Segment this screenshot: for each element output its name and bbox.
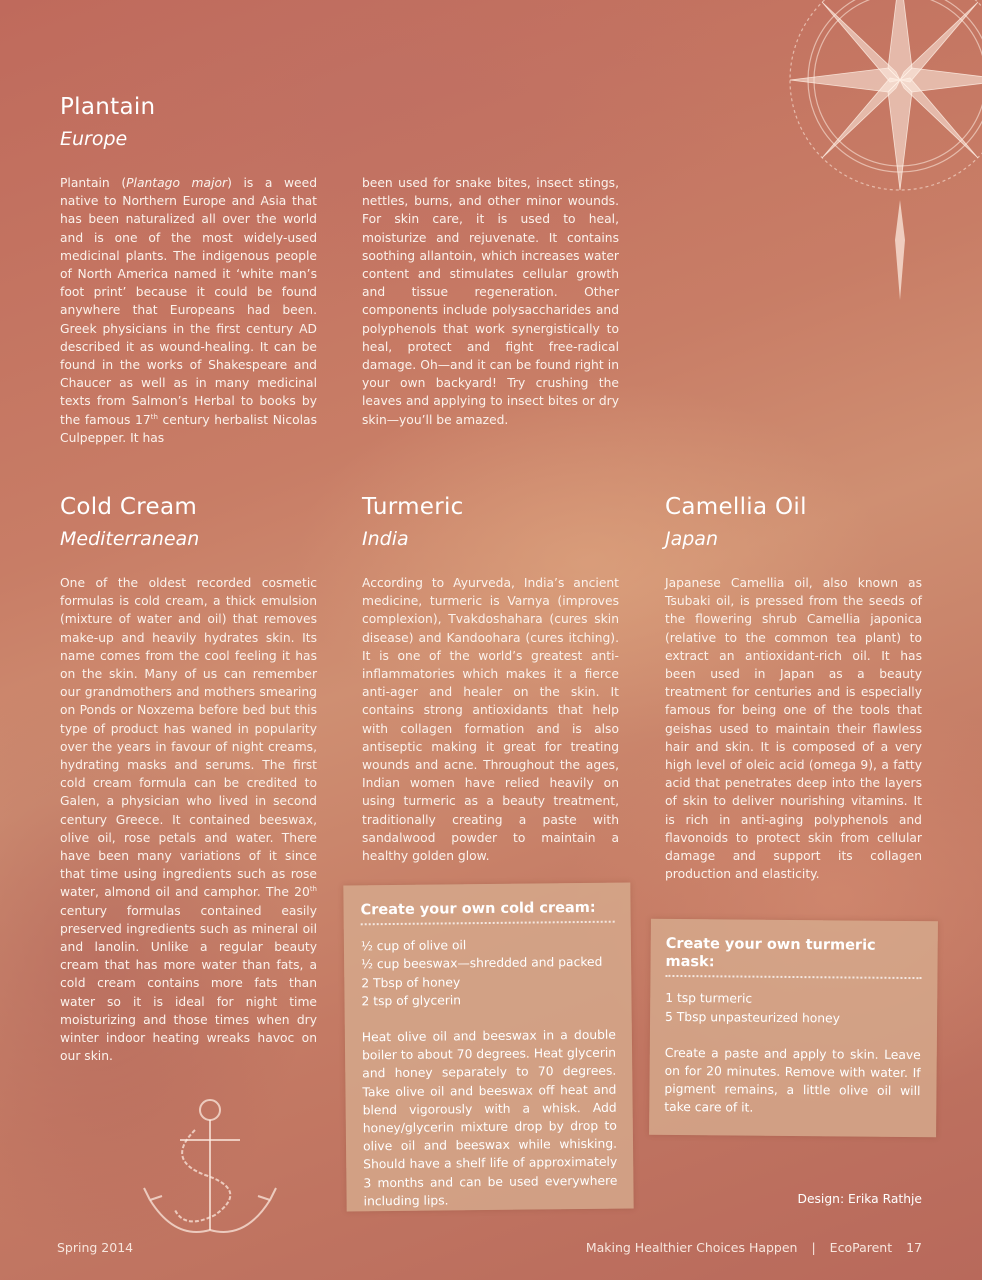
turmeric-title: Turmeric [362,494,464,520]
camellia-region: Japan [665,528,718,550]
list-item: 2 tsp of glycerin [361,993,462,1009]
list-item: 1 tsp turmeric [665,991,753,1007]
cold-cream-ordinal: th [309,885,317,894]
turmeric-region: India [362,528,409,550]
turmeric-recipe-box [649,919,938,1137]
list-item: ½ cup of olive oil [360,938,467,954]
cold-cream-text-b: century formulas contained easily preserved ingredients such as mineral oil and lanolin. Unlike a regular beauty cream that has more water than fats, a cold cream contains more fats than water so it is ideal for night time moisturizing and those times when dry winter indoor heating wreaks havoc on our skin. [60,903,317,1064]
plantain-body-col2 [362,174,619,429]
plantain-text-pre: Plantain ( [60,176,127,190]
turmeric-ingredient-list [665,989,921,1028]
cold-cream-body [60,574,317,1065]
cold-cream-heading [60,494,199,550]
turmeric-body [362,574,619,865]
compass-rose-icon [700,0,982,300]
footer-right [586,1240,922,1255]
camellia-heading [665,494,807,550]
footer-magazine: EcoParent [829,1240,893,1255]
list-item: 5 Tbsp unpasteurized honey [665,1009,841,1026]
cold-cream-recipe-title: Create your own cold cream: [360,899,614,926]
list-item: ½ cup beeswax—shredded and packed [361,955,603,972]
cold-cream-recipe-method: Heat olive oil and beeswax in a double boiler to about 70 degrees. Heat glycerin and honey separately to 70 degrees. Take olive oil and beeswax off heat and blend vigorously with a whisk. Add honey/glycerin mixture drop by drop to olive oil and beeswax while whisking. Should have a shelf life of approximately 3 months and can be used everywhere including lips. [361,1027,618,1209]
camellia-body [665,574,922,883]
plantain-region: Europe [60,128,128,150]
camellia-title: Camellia Oil [665,494,807,520]
list-item: 2 Tbsp of honey [361,974,461,990]
turmeric-recipe-method: Create a paste and apply to skin. Leave on for 20 minutes. Remove with water. If pigment remains, a little olive oil will take care of it. [664,1045,921,1116]
cold-cream-title: Cold Cream [60,494,198,520]
design-credit: Design: Erika Rathje [797,1192,922,1206]
plantain-body-col1 [60,174,317,447]
plantain-text-b: century herbalist Nicolas Culpepper. It has [60,412,317,445]
plantain-heading [60,94,155,150]
turmeric-paragraph: According to Ayurveda, India’s ancient medicine, turmeric is Varnya (improves complexion), Tvakdoshahara (cures skin disease) and Kandoohara (cures itching). It is one of the world’s greatest anti-inflammatories which makes it a fierce anti-ager and healer on the skin. It contains strong antioxidants that help with collagen formation and is also antiseptic making it great for treating wounds and acne. Throughout the ages, Indian women have relied heavily on using turmeric as a beauty treatment, traditionally creating a paste with sandalwood powder to maintain a healthy golden glow. [362,576,619,864]
page-number: 17 [906,1240,922,1255]
anchor-icon [135,1090,285,1250]
cold-cream-text-a: One of the oldest recorded cosmetic formulas is cold cream, a thick emulsion (mixture of water and oil) that removes make-up and heavily hydrates skin. Its name comes from the cool feeling it has on the skin. Many of us can remember our grandmothers and mothers smearing on Ponds or Noxzema before bed but this type of product has waned in popularity over the years in favour of night creams, hydrating masks and serums. The first cold cream formula can be credited to Galen, a physician who lived in second century Greece. It contained beeswax, olive oil, rose petals and water. There have been many variations of it since that time using ingredients such as rose water, almond oil and camphor. The 20 [60,576,317,900]
cold-cream-ingredient-list [361,935,616,1010]
plantain-latin-name: Plantago major [126,176,228,190]
footer-issue: Spring 2014 [57,1240,134,1255]
plantain-text-col2: been used for snake bites, insect stings, nettles, burns, and other minor wounds. For skin care, it is used to heal, moisturize and rejuvenate. It contains soothing allantoin, which increases water content and stimulates cellular growth and tissue regeneration. Other components include polysaccharides and polyphenols that work synergistically to heal, protect and fight free-radical damage. Oh—and it can be found right in your own backyard! Try crushing the leaves and applying to insect bites or dry skin—you’ll be amazed. [362,176,619,427]
plantain-text-a: ) is a weed native to Northern Europe and Asia that has been naturalized all over the world and is one of the most widely-used medicinal plants. The indigenous people of North America named it ‘white man’s foot print’ because it could be found anywhere that Europeans had been. Greek physicians in the first century AD described it as wound-healing. It can be found in the works of Shakespeare and Chaucer as well as in many medicinal texts from Salmon’s Herbal to books by the famous 17 [60,176,317,427]
cold-cream-paragraph [60,574,317,1065]
cold-cream-recipe-box [343,883,633,1212]
plantain-paragraph [60,174,317,447]
camellia-paragraph: Japanese Camellia oil, also known as Tsubaki oil, is pressed from the seeds of the flowering shrub Camellia japonica (relative to the common tea plant) to extract an antioxidant-rich oil. It has been used in Japan as a beauty treatment for centuries and is especially famous for being one of the tools that geishas used to maintain their flawless hair and skin. It is composed of a very high level of oleic acid (omega 9), a fatty acid that penetrates deep into the layers of skin to deliver nourishing vitamins. It is rich in anti-aging polyphenols and flavonoids to protect skin from cellular damage and support its collagen production and elasticity. [665,576,922,882]
footer-tagline: Making Healthier Choices Happen [585,1240,798,1255]
footer-separator: | [811,1240,816,1255]
plantain-title: Plantain [60,94,156,120]
plantain-ordinal: th [150,412,158,421]
turmeric-heading [362,494,464,550]
turmeric-recipe-title: Create your own turmeric mask: [665,935,921,980]
cold-cream-region: Mediterranean [60,528,200,550]
